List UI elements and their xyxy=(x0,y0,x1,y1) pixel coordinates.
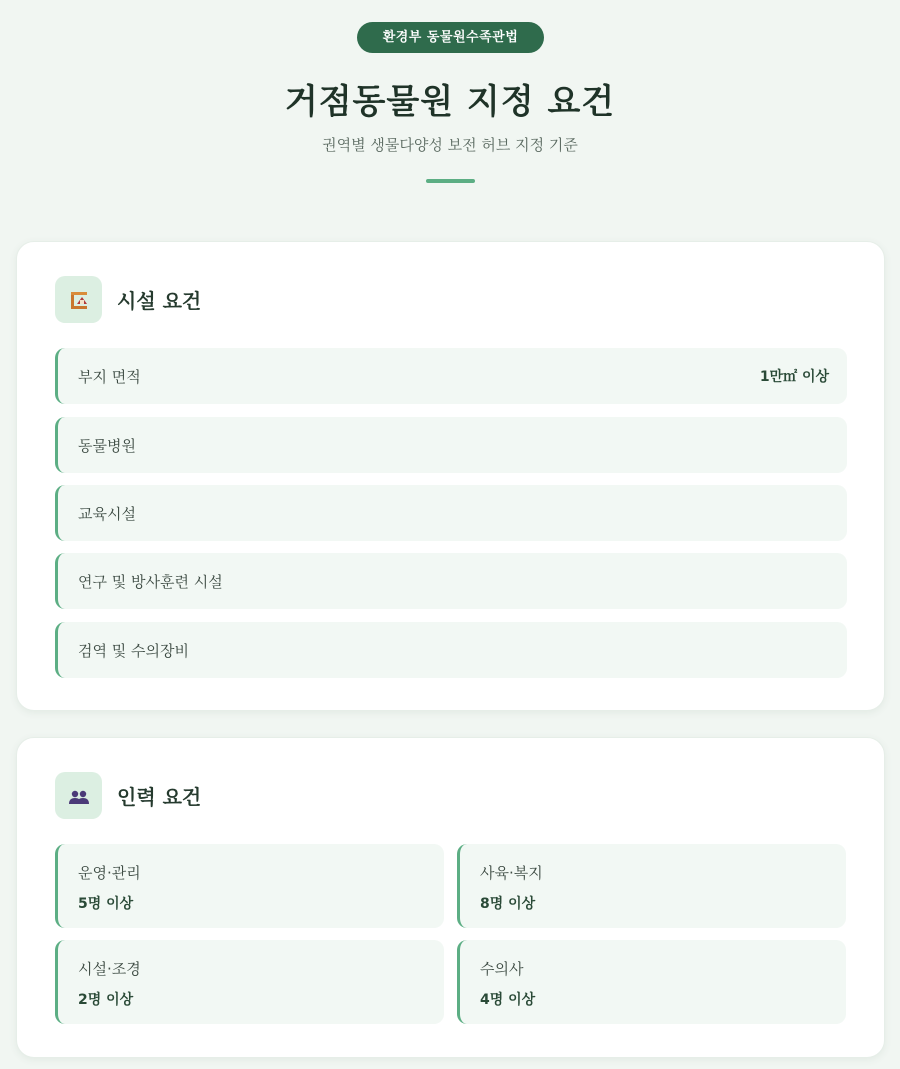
staff-card-header xyxy=(55,772,201,819)
facility-item-animal-hospital xyxy=(55,417,847,473)
staff-item-landscaping xyxy=(55,940,444,1024)
facility-item-education xyxy=(55,485,847,541)
staff-card-title: 인력 요건 xyxy=(117,785,202,809)
people-icon xyxy=(55,772,102,819)
facility-item-value: 1만㎡ 이상 xyxy=(759,369,829,385)
staff-role: 운영·관리 xyxy=(78,864,141,882)
facility-item-site-area xyxy=(55,348,847,404)
facility-item-label: 연구 및 방사훈련 시설 xyxy=(78,572,223,591)
staff-item-veterinarian xyxy=(457,940,846,1024)
facility-item-label: 교육시설 xyxy=(78,504,136,523)
facility-item-label: 부지 면적 xyxy=(78,367,141,386)
facility-icon xyxy=(55,276,102,323)
staff-card xyxy=(16,737,885,1058)
staff-role: 수의사 xyxy=(480,960,524,978)
page-title: 거점동물원 지정 요건 xyxy=(284,82,616,122)
facility-item-quarantine xyxy=(55,622,847,678)
staff-count: 8명 이상 xyxy=(480,896,536,912)
page-subtitle: 권역별 생물다양성 보전 허브 지정 기준 xyxy=(322,136,578,154)
staff-role: 사육·복지 xyxy=(480,864,543,882)
staff-count: 5명 이상 xyxy=(78,896,134,912)
facility-card xyxy=(16,241,885,711)
title-divider xyxy=(426,179,475,183)
staff-role: 시설·조경 xyxy=(78,960,141,978)
facility-item-research xyxy=(55,553,847,609)
facility-card-title: 시설 요건 xyxy=(117,289,202,313)
facility-item-label: 검역 및 수의장비 xyxy=(78,641,189,660)
facility-card-header xyxy=(55,276,201,323)
staff-count: 2명 이상 xyxy=(78,992,134,1008)
staff-item-husbandry xyxy=(457,844,846,928)
facility-item-label: 동물병원 xyxy=(78,436,136,455)
staff-count: 4명 이상 xyxy=(480,992,536,1008)
staff-item-operations xyxy=(55,844,444,928)
law-badge: 환경부 동물원수족관법 xyxy=(357,22,544,53)
